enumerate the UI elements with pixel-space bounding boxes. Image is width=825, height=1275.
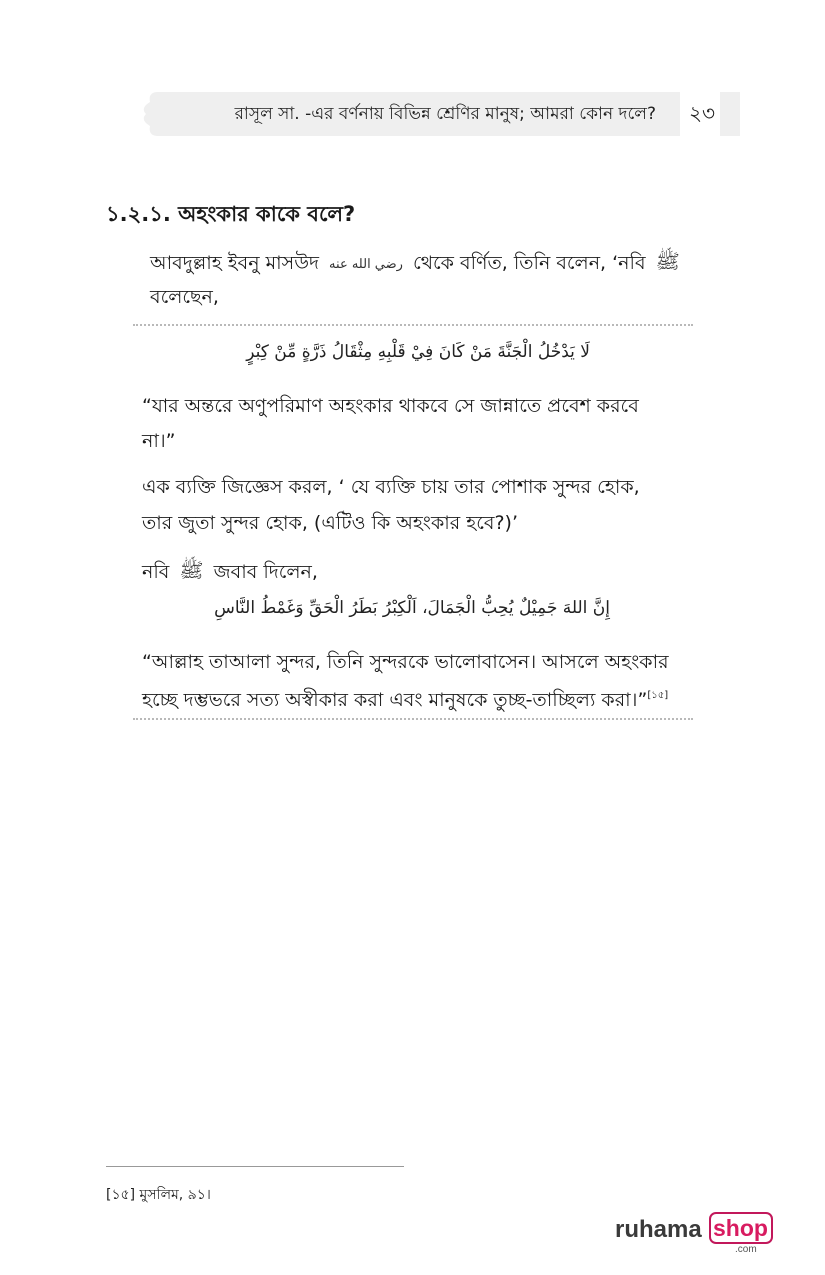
translation-1-line-2: না।” bbox=[142, 430, 176, 452]
arabic-hadith-2: إِنَّ اللهَ جَمِيْلٌ يُحِبُّ الْجَمَالَ، اَلْكِبْرُ بَطَرُ الْحَقِّ وَغَمْطُ النَّاسِ bbox=[214, 598, 610, 618]
companion-seal-icon: رضي الله عنه bbox=[329, 257, 403, 272]
dotted-divider-bottom bbox=[133, 718, 693, 720]
intro-text-a: আবদুল্লাহ ইবনু মাসউদ bbox=[150, 252, 319, 274]
running-title: রাসূল সা. -এর বর্ণনায় বিভিন্ন শ্রেণির মানুষ; আমরা কোন দলে? bbox=[234, 104, 656, 124]
translation-1-line-1: “যার অন্তরে অণুপরিমাণ অহংকার থাকবে সে জান্নাতে প্রবেশ করবে bbox=[142, 395, 639, 417]
question-line-2: তার জুতা সুন্দর হোক, (এটিও কি অহংকার হবে?)’ bbox=[142, 512, 519, 534]
intro-line-1 bbox=[150, 244, 684, 282]
prophet-seal-icon: ﷺ bbox=[655, 249, 680, 273]
arabic-hadith-1: لَا يَدْخُلُ الْجَنَّةَ مَنْ كَانَ فِيْ قَلْبِهِ مِثْقَالُ ذَرَّةٍ مِّنْ كِبْرٍ bbox=[246, 342, 590, 362]
intro-line-2: বলেছেন, bbox=[150, 286, 219, 308]
ruhamashop-logo bbox=[615, 1212, 775, 1256]
logo-brand-right: shop bbox=[713, 1215, 768, 1241]
answer-line bbox=[142, 553, 318, 589]
logo-brand-left: ruhama bbox=[615, 1216, 702, 1243]
footnote-reference[interactable]: [১৫] bbox=[647, 690, 669, 701]
translation-2-line-2 bbox=[142, 679, 668, 717]
prophet-seal-icon: ﷺ bbox=[179, 558, 204, 582]
footnote-rule bbox=[106, 1166, 404, 1167]
footnote-text: [১৫] মুসলিম, ৯১। bbox=[106, 1187, 211, 1203]
intro-text-b: থেকে বর্ণিত, তিনি বলেন, ‘নবি bbox=[413, 252, 646, 274]
dotted-divider-top bbox=[133, 324, 693, 326]
section-heading: ১.২.১. অহংকার কাকে বলে? bbox=[106, 202, 356, 226]
page-number: ২৩ bbox=[688, 101, 715, 125]
answer-text-a: নবি bbox=[142, 561, 170, 583]
logo-domain: .com bbox=[735, 1244, 757, 1255]
translation-2-line-1: “আল্লাহ তাআলা সুন্দর, তিনি সুন্দরকে ভালোবাসেন। আসলে অহংকার bbox=[142, 651, 669, 673]
question-line-1: এক ব্যক্তি জিজ্ঞেস করল, ‘ যে ব্যক্তি চায় তার পোশাক সুন্দর হোক, bbox=[142, 476, 640, 498]
translation-2-text: হচ্ছে দম্ভভরে সত্য অস্বীকার করা এবং মানুষকে তুচ্ছ-তাচ্ছিল্য করা।” bbox=[142, 689, 648, 711]
answer-text-b: জবাব দিলেন, bbox=[213, 561, 318, 583]
